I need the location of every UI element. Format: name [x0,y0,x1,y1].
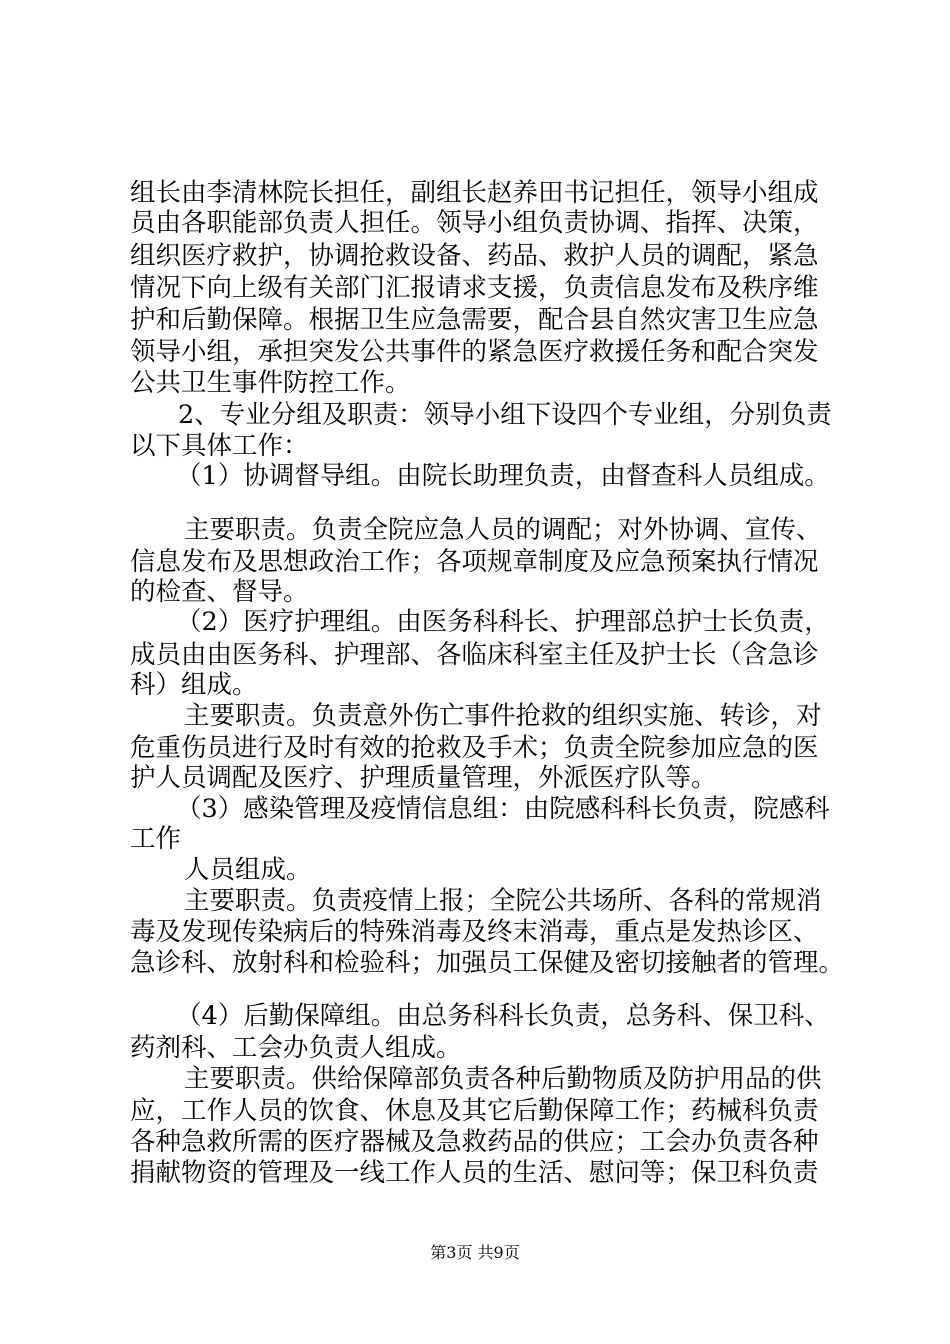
text-line: 应，工作人员的饮食、休息及其它后勤保障工作；药械科负责 [130,1096,819,1126]
text-line: 组长由李清林院长担任，副组长赵养田书记担任，领导小组成 [130,178,819,208]
text-line: 公共卫生事件防控工作。 [130,368,411,398]
text-line: 护和后勤保障。根据卫生应急需要，配合县自然灾害卫生应急 [130,305,819,335]
text-line: 以下具体工作： [130,431,309,461]
text-line: 危重伤员进行及时有效的抢救及手术；负责全院参加应急的医 [130,733,819,763]
text-line: 领导小组，承担突发公共事件的紧急医疗救援任务和配合突发 [130,337,819,367]
text-line: 主要职责。供给保障部负责各种后勤物质及防护用品的供 [184,1064,822,1094]
text-line: 成员由由医务科、护理部、各临床科室主任及护士长（含急诊 [130,640,819,670]
text-line: 科）组成。 [130,670,258,700]
text-line: 的检查、督导。 [130,577,309,607]
page-number-footer: 第3页 共9页 [430,1243,520,1262]
text-line: （1）协调督导组。由院长助理负责，由督查科人员组成。 [176,461,830,491]
text-line: （4）后勤保障组。由总务科科长负责，总务科、保卫科、 [176,1001,830,1031]
text-line: 捐献物资的管理及一线工作人员的生活、慰问等；保卫科负责 [130,1158,819,1188]
text-line: 组织医疗救护，协调抢救设备、药品、救护人员的调配，紧急 [130,241,819,271]
text-line: 工作 [130,824,182,854]
text-line: 人员组成。 [184,855,312,885]
text-line: （2）医疗护理组。由医务科科长、护理部总护士长负责， [176,607,830,637]
text-line: 各种急救所需的医疗器械及急救药品的供应；工会办负责各种 [130,1127,819,1157]
text-line: 主要职责。负责全院应急人员的调配；对外协调、宣传、 [184,515,822,545]
text-line: 毒及发现传染病后的特殊消毒及终末消毒，重点是发热诊区、 [130,917,819,947]
text-line: 2、专业分组及职责：领导小组下设四个专业组，分别负责 [178,400,832,430]
text-line: 主要职责。负责意外伤亡事件抢救的组织实施、转诊，对 [184,701,822,731]
text-line: 急诊科、放射科和检验科；加强员工保健及密切接触者的管理。 [130,948,845,978]
text-line: 信息发布及思想政治工作；各项规章制度及应急预案执行情况 [130,547,819,577]
text-line: 药剂科、工会办负责人组成。 [130,1033,462,1063]
text-line: 护人员调配及医疗、护理质量管理，外派医疗队等。 [130,763,717,793]
text-line: 员由各职能部负责人担任。领导小组负责协调、指挥、决策， [130,208,819,238]
text-line: （3）感染管理及疫情信息组：由院感科科长负责，院感科 [176,794,830,824]
text-line: 主要职责。负责疫情上报；全院公共场所、各科的常规消 [184,886,822,916]
text-line: 情况下向上级有关部门汇报请求支援，负责信息发布及秩序维 [130,273,819,303]
